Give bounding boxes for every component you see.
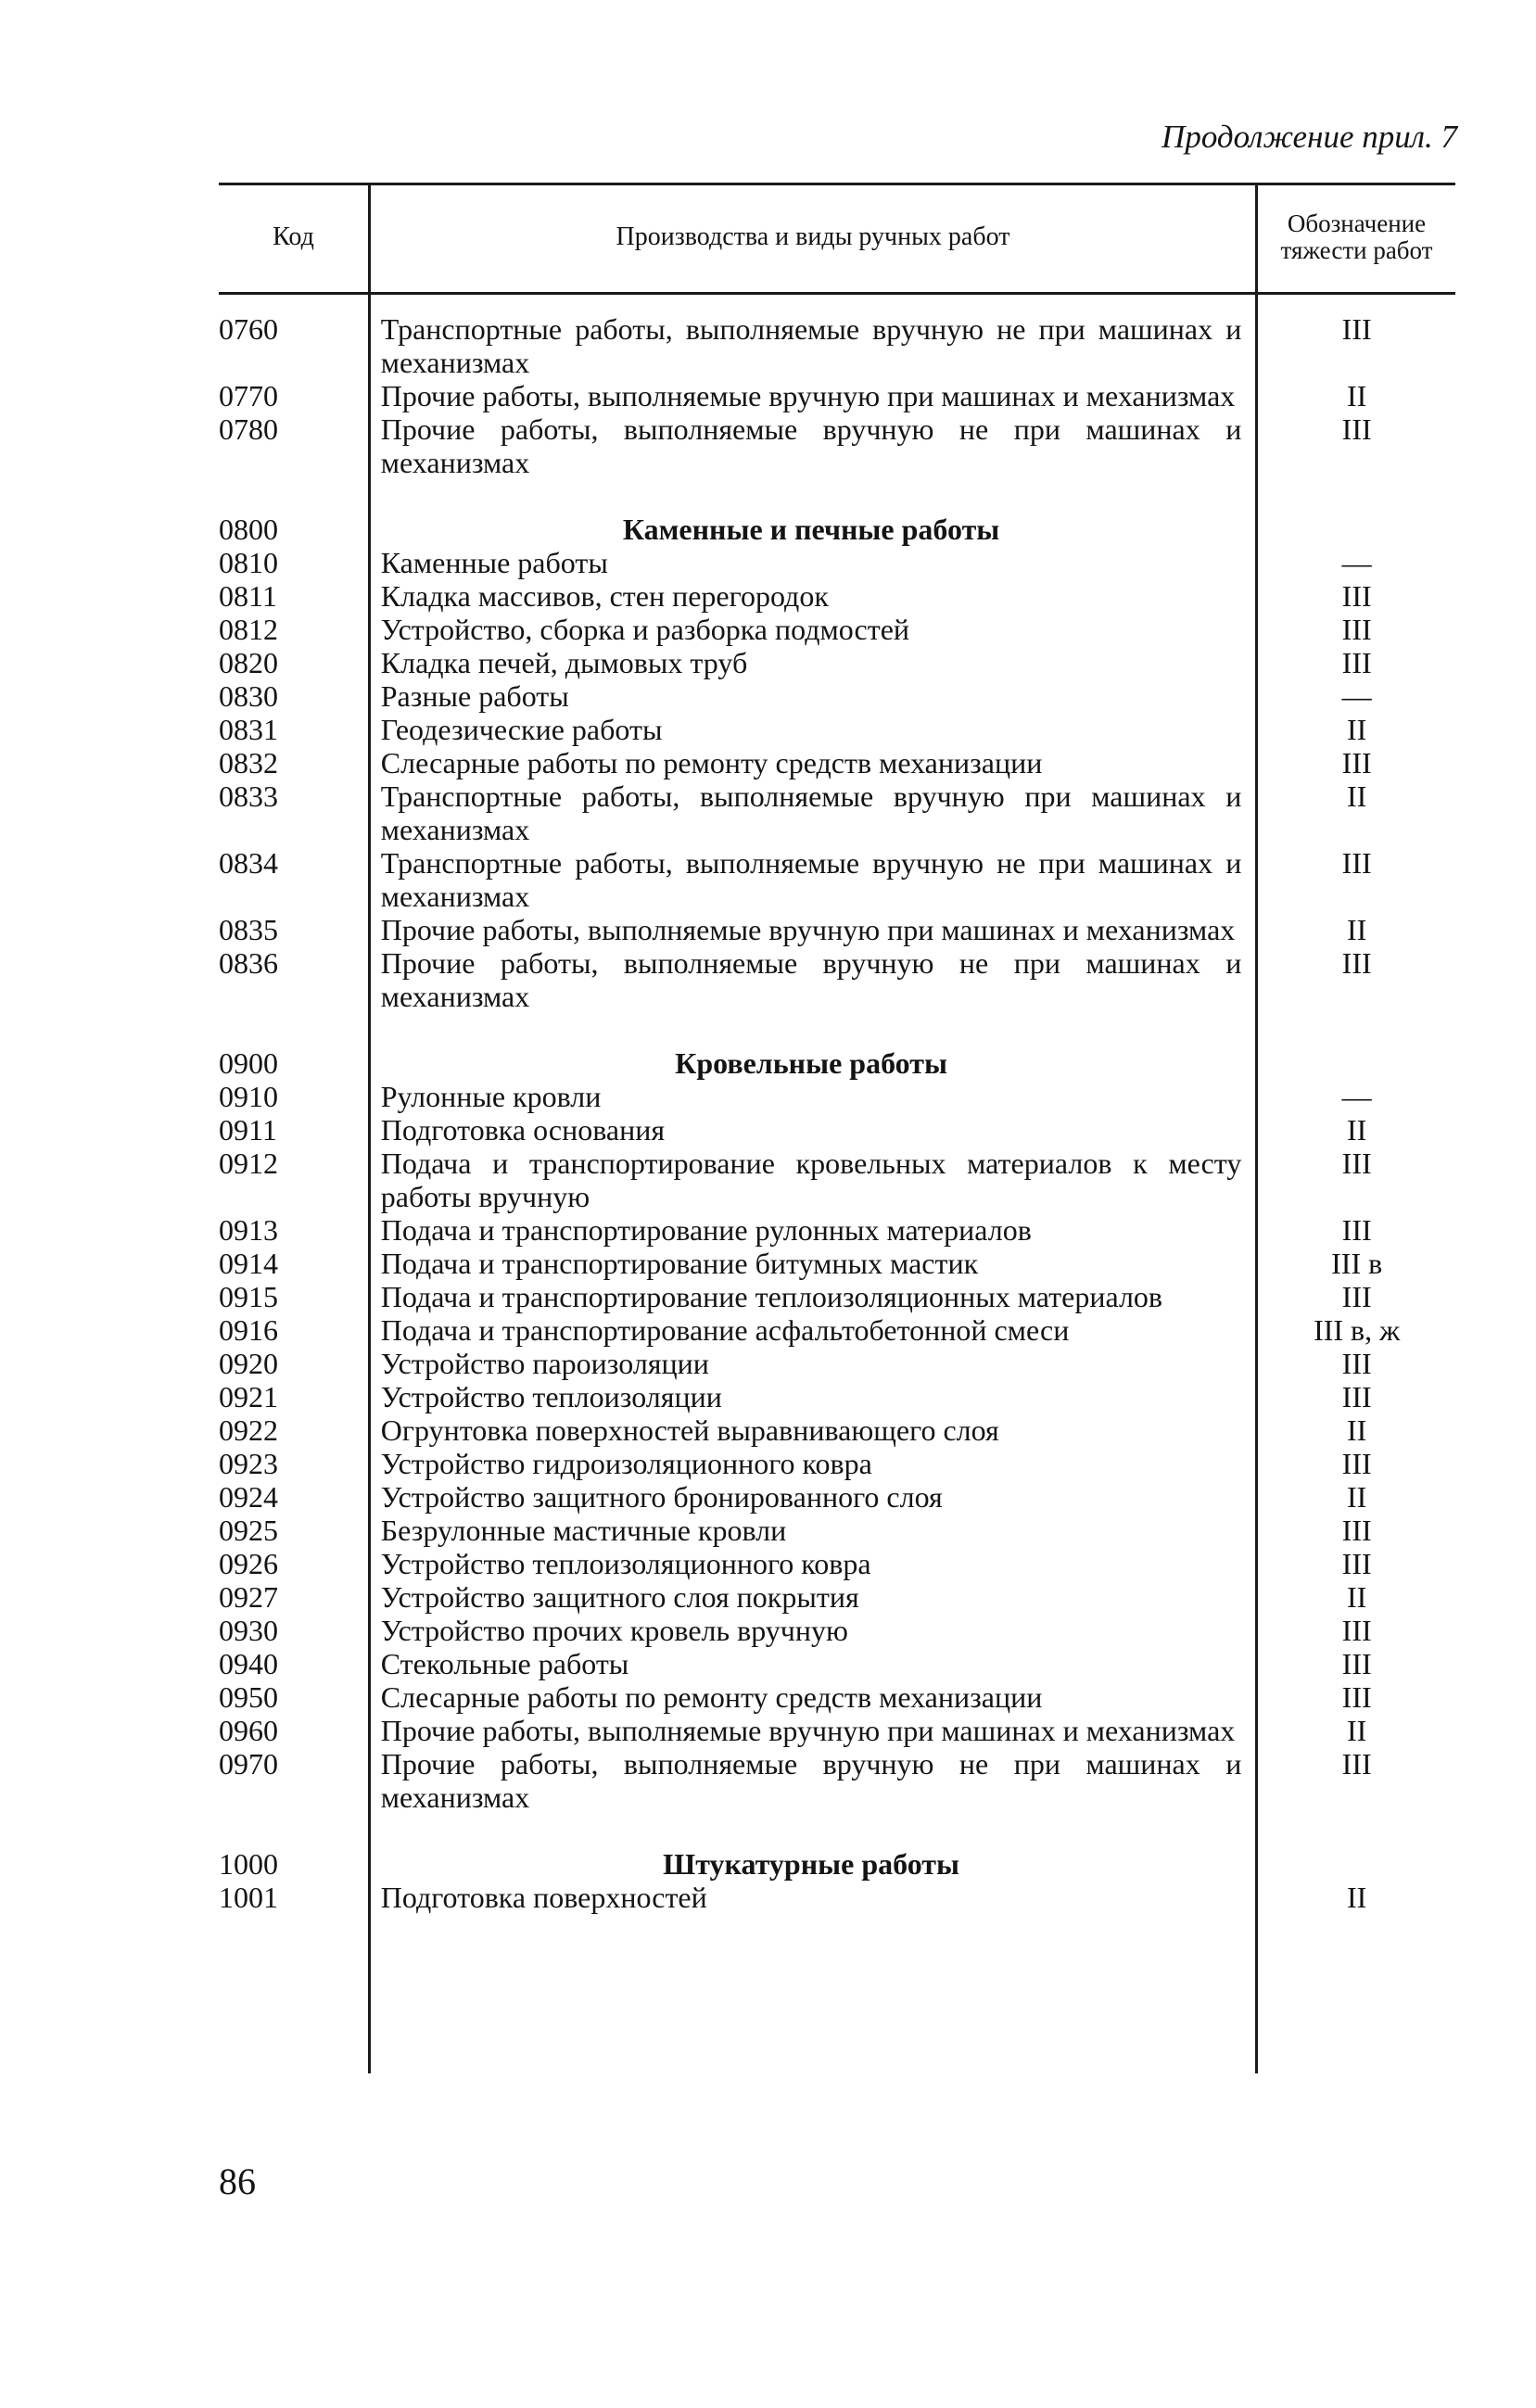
- grade-cell: III: [1341, 1147, 1372, 1180]
- description-cell: Подготовка поверхностей: [380, 1881, 707, 1914]
- description-cell: Устройство теплоизоляционного ковра: [380, 1547, 871, 1580]
- grade-cell: III: [1341, 1647, 1372, 1680]
- code-cell: 0760: [219, 312, 278, 346]
- table-row: [219, 1747, 1455, 1814]
- section-title: Штукатурные работы: [663, 1847, 959, 1881]
- table-row: [219, 579, 1455, 613]
- description-cell: Огрунтовка поверхностей выравнивающего слоя: [380, 1413, 999, 1447]
- description-cell: Подача и транспортирование рулонных материалов: [380, 1213, 1032, 1247]
- grade-cell: III: [1341, 1280, 1372, 1313]
- grade-cell: III: [1341, 1347, 1372, 1380]
- description-cell: Подача и транспортирование асфальтобетонной смеси: [380, 1313, 1070, 1347]
- table-body: [219, 312, 1455, 1914]
- description-cell: Устройство защитного слоя покрытия: [380, 1580, 859, 1614]
- description-cell: Прочие работы, выполняемые вручную при машинах и механизмах: [380, 1714, 1236, 1747]
- table-row: [219, 1080, 1455, 1113]
- code-cell: 1001: [219, 1881, 278, 1914]
- code-cell: 0833: [219, 779, 278, 813]
- table-row: [219, 1881, 1455, 1914]
- table-row: [219, 1647, 1455, 1680]
- code-cell: 0922: [219, 1413, 278, 1447]
- code-cell: 1000: [219, 1847, 278, 1881]
- section-row: [219, 1046, 1455, 1080]
- grade-cell: [1250, 1046, 1455, 1080]
- code-cell: 0940: [219, 1647, 278, 1680]
- grade-cell: III: [1341, 746, 1372, 779]
- grade-cell: III: [1341, 1547, 1372, 1580]
- table-row: [219, 646, 1455, 679]
- code-cell: 0780: [219, 412, 278, 446]
- code-cell: 0920: [219, 1347, 278, 1380]
- code-cell: 0930: [219, 1614, 278, 1647]
- description-cell: Прочие работы, выполняемые вручную при машинах и механизмах: [380, 913, 1236, 946]
- table-header-rule: [219, 292, 1455, 295]
- description-cell: Кладка массивов, стен перегородок: [380, 579, 829, 613]
- description-cell: Транспортные работы, выполняемые вручную при машинах и механизмах: [380, 779, 1242, 846]
- table-row: [219, 746, 1455, 779]
- table-row: [219, 1447, 1455, 1480]
- description-cell: Подготовка основания: [380, 1113, 666, 1147]
- table-row: [219, 946, 1455, 1013]
- table-row: [219, 1614, 1455, 1647]
- grade-cell: III в, ж: [1314, 1313, 1401, 1347]
- code-cell: 0912: [219, 1147, 278, 1180]
- table-row: [219, 1714, 1455, 1747]
- description-cell: Устройство защитного бронированного слоя: [380, 1480, 943, 1514]
- table-row: [219, 379, 1455, 412]
- description-cell: Слесарные работы по ремонту средств механизации: [380, 746, 1043, 779]
- grade-cell: —: [1341, 1080, 1372, 1113]
- table-row: [219, 1313, 1455, 1347]
- section-title: Кровельные работы: [675, 1046, 947, 1080]
- grade-cell: III: [1341, 946, 1372, 980]
- table-row: [219, 1480, 1455, 1514]
- code-cell: 0834: [219, 846, 278, 880]
- section-row: [219, 513, 1455, 546]
- grade-cell: II: [1347, 913, 1367, 946]
- code-cell: 0925: [219, 1514, 278, 1547]
- description-cell: Прочие работы, выполняемые вручную при машинах и механизмах: [380, 379, 1236, 412]
- description-cell: Подача и транспортирование битумных мастик: [380, 1247, 979, 1280]
- code-cell: 0921: [219, 1380, 278, 1413]
- page-number: 86: [219, 2161, 256, 2202]
- code-cell: 0950: [219, 1680, 278, 1714]
- code-cell: 0832: [219, 746, 278, 779]
- code-cell: 0923: [219, 1447, 278, 1480]
- table-row: [219, 713, 1455, 746]
- code-cell: 0913: [219, 1213, 278, 1247]
- code-cell: 0811: [219, 579, 277, 613]
- grade-cell: III: [1341, 1614, 1372, 1647]
- description-cell: Рулонные кровли: [380, 1080, 602, 1113]
- table-row: [219, 312, 1455, 379]
- description-cell: Подача и транспортирование теплоизоляционных материалов: [380, 1280, 1163, 1313]
- table-row: [219, 913, 1455, 946]
- description-cell: Прочие работы, выполняемые вручную не при машинах и механизмах: [380, 412, 1242, 479]
- column-header-code: Код: [273, 222, 314, 251]
- grade-cell: II: [1347, 713, 1367, 746]
- table-row: [219, 779, 1455, 846]
- code-cell: 0800: [219, 513, 278, 546]
- grade-cell: III в: [1331, 1247, 1383, 1280]
- table-row: [219, 1380, 1455, 1413]
- grade-cell: II: [1347, 1714, 1367, 1747]
- table-row: [219, 1680, 1455, 1714]
- description-cell: Безрулонные мастичные кровли: [380, 1514, 787, 1547]
- code-cell: 0960: [219, 1714, 278, 1747]
- table-row: [219, 1147, 1455, 1213]
- code-cell: 0915: [219, 1280, 278, 1313]
- code-cell: 0927: [219, 1580, 278, 1614]
- description-cell: Устройство пароизоляции: [380, 1347, 709, 1380]
- code-cell: 0970: [219, 1747, 278, 1781]
- grade-cell: III: [1341, 312, 1372, 346]
- grade-cell: II: [1347, 1113, 1367, 1147]
- description-cell: Устройство гидроизоляционного ковра: [380, 1447, 872, 1480]
- grade-cell: [1250, 1847, 1455, 1881]
- grade-cell: [1250, 513, 1455, 546]
- grade-cell: II: [1347, 1480, 1367, 1514]
- grade-cell: II: [1347, 1881, 1367, 1914]
- code-cell: 0911: [219, 1113, 277, 1147]
- description-cell: Прочие работы, выполняемые вручную не при машинах и механизмах: [380, 946, 1242, 1013]
- table-row: [219, 1547, 1455, 1580]
- page-header-continuation: Продолжение прил. 7: [1162, 119, 1457, 155]
- description-cell: Геодезические работы: [380, 713, 663, 746]
- table-row: [219, 1247, 1455, 1280]
- grade-cell: III: [1341, 579, 1372, 613]
- table-row: [219, 1280, 1455, 1313]
- grade-cell: III: [1341, 646, 1372, 679]
- code-cell: 0914: [219, 1247, 278, 1280]
- code-cell: 0830: [219, 679, 278, 713]
- description-cell: Устройство, сборка и разборка подмостей: [380, 613, 910, 646]
- grade-cell: II: [1347, 379, 1367, 412]
- description-cell: Подача и транспортирование кровельных материалов к месту работы вручную: [380, 1147, 1242, 1213]
- description-cell: Устройство прочих кровель вручную: [380, 1614, 848, 1647]
- grade-cell: III: [1341, 1213, 1372, 1247]
- description-cell: Кладка печей, дымовых труб: [380, 646, 748, 679]
- code-cell: 0810: [219, 546, 278, 579]
- description-cell: Слесарные работы по ремонту средств механизации: [380, 1680, 1043, 1714]
- column-header-description: Производства и виды ручных работ: [616, 222, 1010, 251]
- grade-cell: —: [1341, 679, 1372, 713]
- grade-cell: III: [1341, 1447, 1372, 1480]
- code-cell: 0916: [219, 1313, 278, 1347]
- table-row: [219, 679, 1455, 713]
- table-row: [219, 1213, 1455, 1247]
- grade-cell: III: [1341, 1514, 1372, 1547]
- table-row: [219, 1113, 1455, 1147]
- description-cell: Устройство теплоизоляции: [380, 1380, 722, 1413]
- section-title: Каменные и печные работы: [622, 513, 1000, 546]
- table-row: [219, 613, 1455, 646]
- table-row: [219, 546, 1455, 579]
- description-cell: Транспортные работы, выполняемые вручную не при машинах и механизмах: [380, 846, 1242, 913]
- grade-cell: —: [1341, 546, 1372, 579]
- grade-cell: III: [1341, 846, 1372, 880]
- grade-cell: II: [1347, 1413, 1367, 1447]
- grade-cell: II: [1347, 1580, 1367, 1614]
- code-cell: 0770: [219, 379, 278, 412]
- code-cell: 0900: [219, 1046, 278, 1080]
- code-cell: 0910: [219, 1080, 278, 1113]
- grade-cell: II: [1347, 779, 1367, 813]
- code-cell: 0924: [219, 1480, 278, 1514]
- grade-cell: III: [1341, 613, 1372, 646]
- grade-cell: III: [1341, 1680, 1372, 1714]
- table-row: [219, 1347, 1455, 1380]
- description-cell: Каменные работы: [380, 546, 608, 579]
- table-row: [219, 846, 1455, 913]
- grade-cell: III: [1341, 1380, 1372, 1413]
- table-row: [219, 412, 1455, 479]
- code-cell: 0926: [219, 1547, 278, 1580]
- grade-cell: III: [1341, 412, 1372, 446]
- grade-cell: III: [1341, 1747, 1372, 1781]
- description-cell: Разные работы: [380, 679, 569, 713]
- table-row: [219, 1514, 1455, 1547]
- column-header-grade: Обозначение тяжести работ: [1280, 209, 1433, 264]
- code-cell: 0836: [219, 946, 278, 980]
- description-cell: Стекольные работы: [380, 1647, 629, 1680]
- description-cell: Прочие работы, выполняемые вручную не при машинах и механизмах: [380, 1747, 1242, 1814]
- code-cell: 0835: [219, 913, 278, 946]
- table-row: [219, 1413, 1455, 1447]
- code-cell: 0820: [219, 646, 278, 679]
- table-row: [219, 1580, 1455, 1614]
- code-cell: 0812: [219, 613, 278, 646]
- code-cell: 0831: [219, 713, 278, 746]
- description-cell: Транспортные работы, выполняемые вручную не при машинах и механизмах: [380, 312, 1242, 379]
- section-row: [219, 1847, 1455, 1881]
